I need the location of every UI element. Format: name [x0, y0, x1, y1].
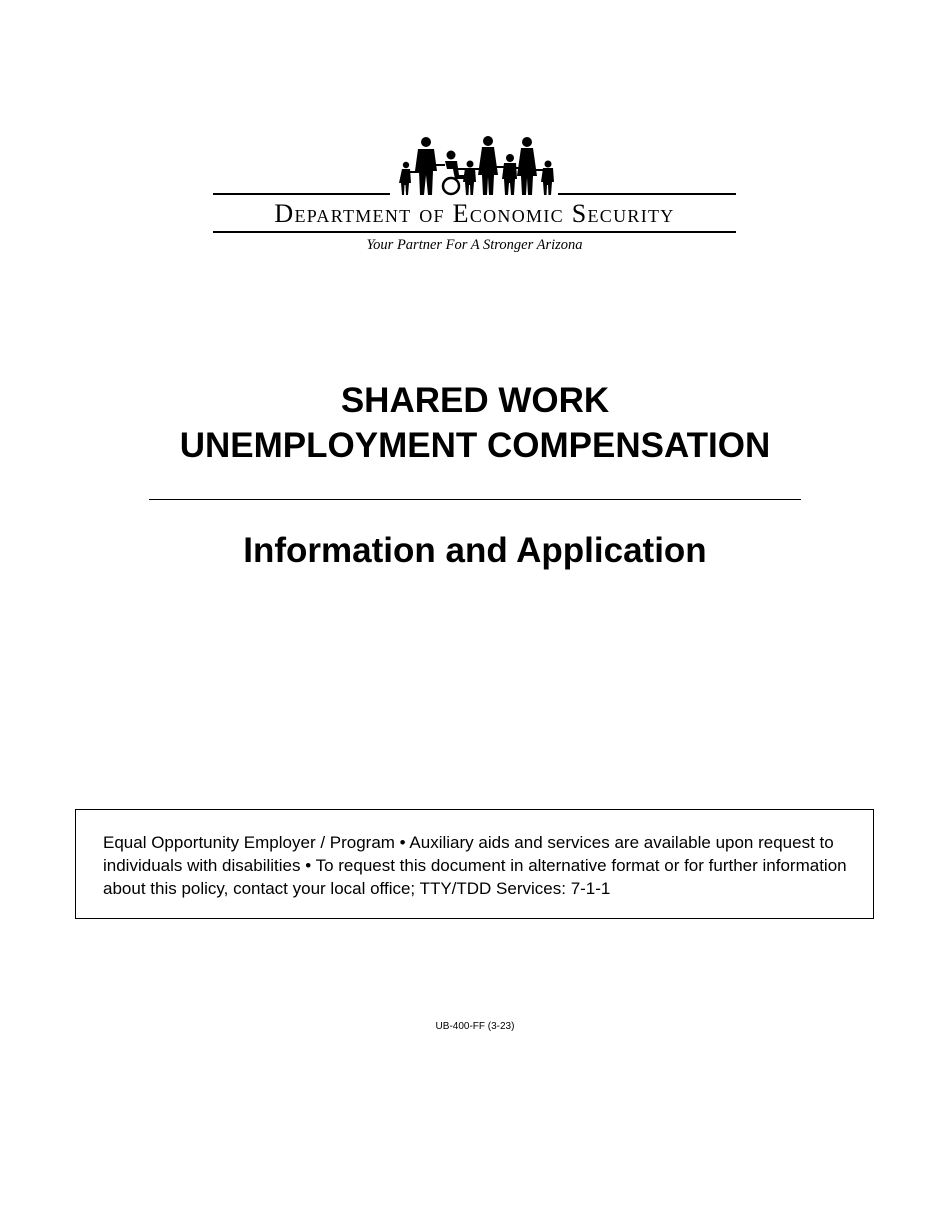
agency-tagline: Your Partner For A Stronger Arizona — [366, 237, 583, 253]
logo-rule-bottom — [213, 231, 736, 233]
form-number: UB-400-FF (3-23) — [435, 1021, 515, 1032]
family-silhouette-icon — [398, 134, 558, 196]
title-line-1: SHARED WORK — [340, 381, 610, 420]
logo-rule-right — [558, 193, 736, 195]
page-title — [0, 378, 950, 468]
equal-opportunity-notice — [75, 809, 874, 919]
logo-rule-left — [213, 193, 390, 195]
title-line-2: UNEMPLOYMENT COMPENSATION — [179, 426, 771, 465]
agency-name: Department of Economic Security — [274, 199, 675, 228]
notice-text: Equal Opportunity Employer / Program • Auxiliary aids and services are available upon request to individuals with disabilities • To request this document in alternative format or for further information about this policy, contact your local office; TTY/TDD Services: 7-1-1 — [103, 833, 847, 898]
title-divider — [149, 499, 801, 500]
agency-logo — [213, 134, 736, 258]
page-subtitle: Information and Application — [243, 531, 707, 570]
